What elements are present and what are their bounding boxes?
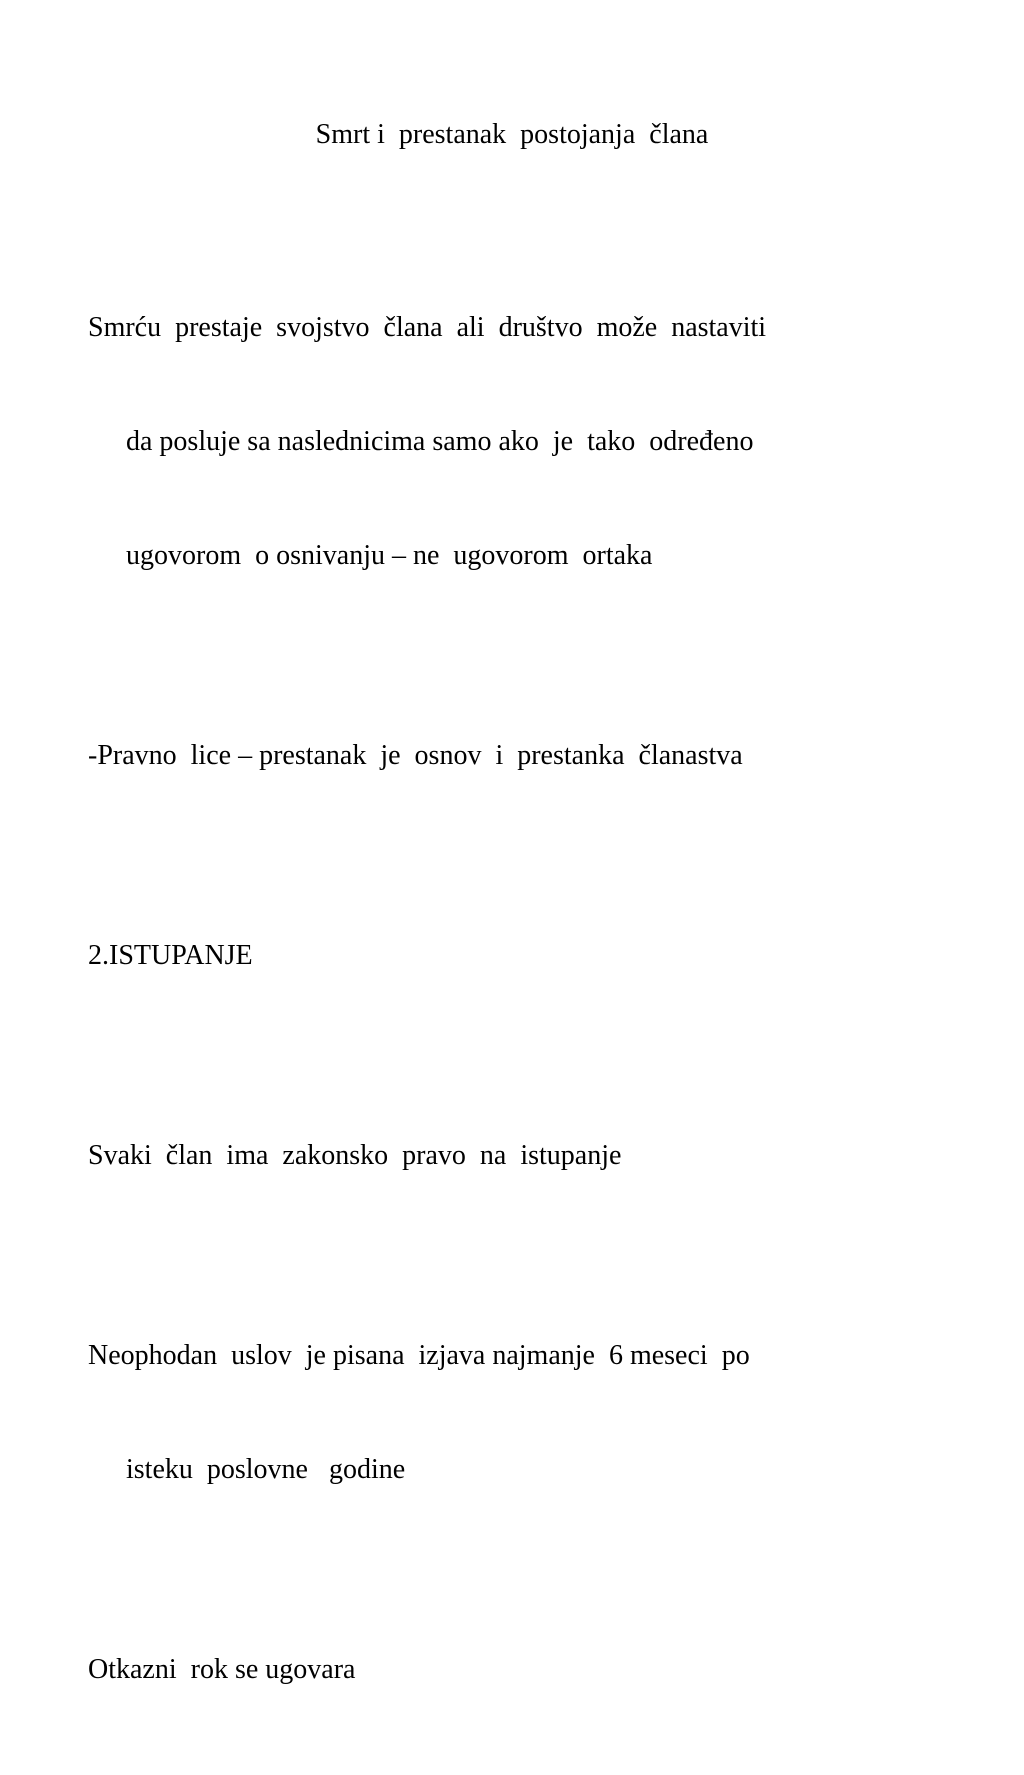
text-line: isteku poslovne godine bbox=[126, 1454, 406, 1485]
paragraph-notice-period bbox=[88, 1575, 948, 1765]
slide-body bbox=[88, 233, 948, 1775]
text-line: Smrću prestaje svojstvo člana ali društvo može nastaviti bbox=[88, 312, 767, 343]
text-line: Svaki član ima zakonsko pravo na istupanje bbox=[88, 1140, 622, 1171]
paragraph-death-of-member bbox=[88, 233, 948, 651]
text-line: Neophodan uslov je pisana izjava najmanje 6 meseci po bbox=[88, 1340, 750, 1371]
paragraph-legal-entity bbox=[88, 661, 948, 851]
text-line: da posluje sa naslednicima samo ako je tako određeno bbox=[126, 426, 754, 457]
text-line: 2.ISTUPANJE bbox=[88, 940, 253, 971]
paragraph-right-to-withdraw bbox=[88, 1061, 948, 1251]
paragraph-written-statement bbox=[88, 1261, 948, 1565]
paragraph-withdrawal-heading bbox=[88, 861, 948, 1051]
text-line: -Pravno lice – prestanak je osnov i prestanka članastva bbox=[88, 740, 743, 771]
text-line: Otkazni rok se ugovara bbox=[88, 1654, 356, 1685]
slide-title: Smrt i prestanak postojanja člana bbox=[315, 119, 709, 150]
text-line: ugovorom o osnivanju – ne ugovorom ortaka bbox=[126, 540, 653, 571]
